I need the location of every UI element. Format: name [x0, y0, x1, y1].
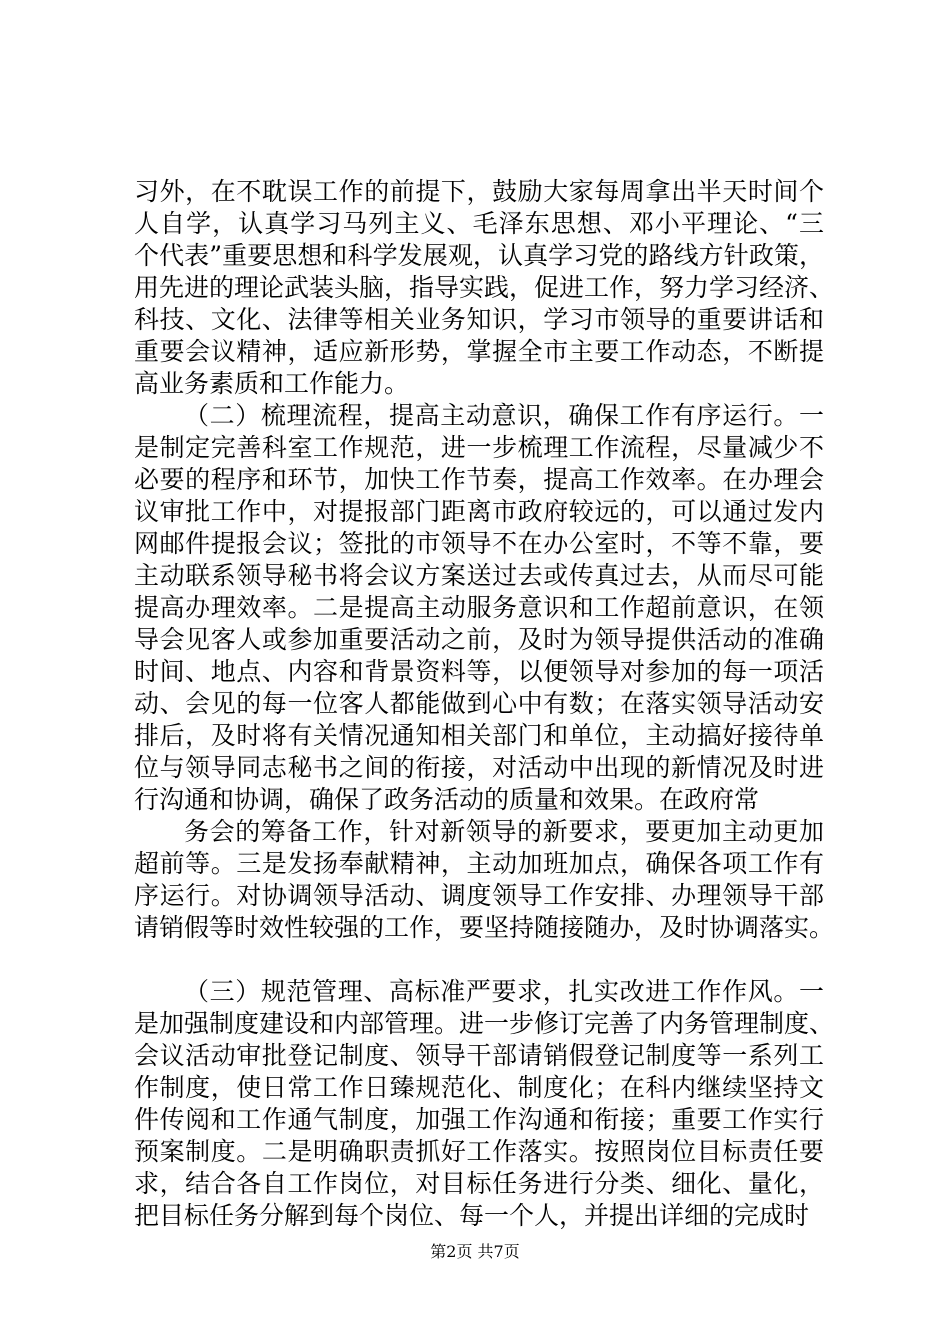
- text-line: 必要的程序和环节，加快工作节奏，提高工作效率。在办理会: [134, 465, 824, 494]
- text-line: 导会见客人或参加重要活动之前，及时为领导提供活动的准确: [134, 625, 824, 654]
- text-line: 动、会见的每一位客人都能做到心中有数；在落实领导活动安: [134, 689, 824, 718]
- text-line: 议审批工作中，对提报部门距离市政府较远的，可以通过发内: [134, 497, 824, 526]
- page-footer: 第2页 共7页: [430, 1242, 520, 1261]
- text-line: 习外，在不耽误工作的前提下，鼓励大家每周拿出半天时间个: [134, 177, 824, 206]
- text-line: 把目标任务分解到每个岗位、每一个人，并提出详细的完成时: [134, 1201, 810, 1230]
- text-line: 务会的筹备工作，针对新领导的新要求，要更加主动更加: [184, 817, 824, 846]
- text-line: 超前等。三是发扬奉献精神，主动加班加点，确保各项工作有: [134, 849, 824, 878]
- text-line: 是加强制度建设和内部管理。进一步修订完善了内务管理制度、: [134, 1009, 835, 1038]
- text-line: 高业务素质和工作能力。: [134, 369, 410, 398]
- text-line: 时间、地点、内容和背景资料等，以便领导对参加的每一项活: [134, 657, 824, 686]
- paragraph: [134, 176, 835, 400]
- text-line: 排后，及时将有关情况通知相关部门和单位，主动搞好接待单: [134, 721, 824, 750]
- text-line: 位与领导同志秘书之间的衔接，对活动中出现的新情况及时进: [134, 753, 824, 782]
- text-line: 个代表”重要思想和科学发展观，认真学习党的路线方针政策，: [134, 241, 824, 270]
- text-line: 网邮件提报会议；签批的市领导不在办公室时，不等不靠，要: [134, 529, 824, 558]
- text-line: 用先进的理论武装头脑，指导实践，促进工作，努力学习经济、: [134, 273, 835, 302]
- text-line: 科技、文化、法律等相关业务知识，学习市领导的重要讲话和: [134, 305, 824, 334]
- paragraph: [134, 816, 835, 944]
- text-line: 请销假等时效性较强的工作，要坚持随接随办，及时协调落实。: [134, 913, 835, 942]
- text-line: 预案制度。二是明确职责抓好工作落实。按照岗位目标责任要: [134, 1137, 824, 1166]
- text-line: 序运行。对协调领导活动、调度领导工作安排、办理领导干部: [134, 881, 824, 910]
- text-line: （三）规范管理、高标准严要求，扎实改进工作作风。一: [184, 977, 824, 1006]
- paragraph-gap: [134, 944, 824, 976]
- paragraph: [134, 400, 824, 816]
- text-line: 是制定完善科室工作规范，进一步梳理工作流程，尽量减少不: [134, 433, 824, 462]
- text-line: （二）梳理流程，提高主动意识，确保工作有序运行。一: [184, 401, 824, 430]
- text-line: 主动联系领导秘书将会议方案送过去或传真过去，从而尽可能: [134, 561, 824, 590]
- text-line: 件传阅和工作通气制度，加强工作沟通和衔接；重要工作实行: [134, 1105, 824, 1134]
- text-line: 行沟通和协调，确保了政务活动的质量和效果。在政府常: [134, 785, 760, 814]
- text-line: 会议活动审批登记制度、领导干部请销假登记制度等一系列工: [134, 1041, 824, 1070]
- document-body: [134, 176, 835, 1232]
- text-line: 重要会议精神，适应新形势，掌握全市主要工作动态，不断提: [134, 337, 824, 366]
- text-line: 人自学，认真学习马列主义、毛泽东思想、邓小平理论、“三: [134, 209, 824, 238]
- text-line: 提高办理效率。二是提高主动服务意识和工作超前意识，在领: [134, 593, 824, 622]
- text-line: 作制度，使日常工作日臻规范化、制度化；在科内继续坚持文: [134, 1073, 824, 1102]
- paragraph: [134, 976, 835, 1232]
- text-line: 求，结合各自工作岗位，对目标任务进行分类、细化、量化，: [134, 1169, 824, 1198]
